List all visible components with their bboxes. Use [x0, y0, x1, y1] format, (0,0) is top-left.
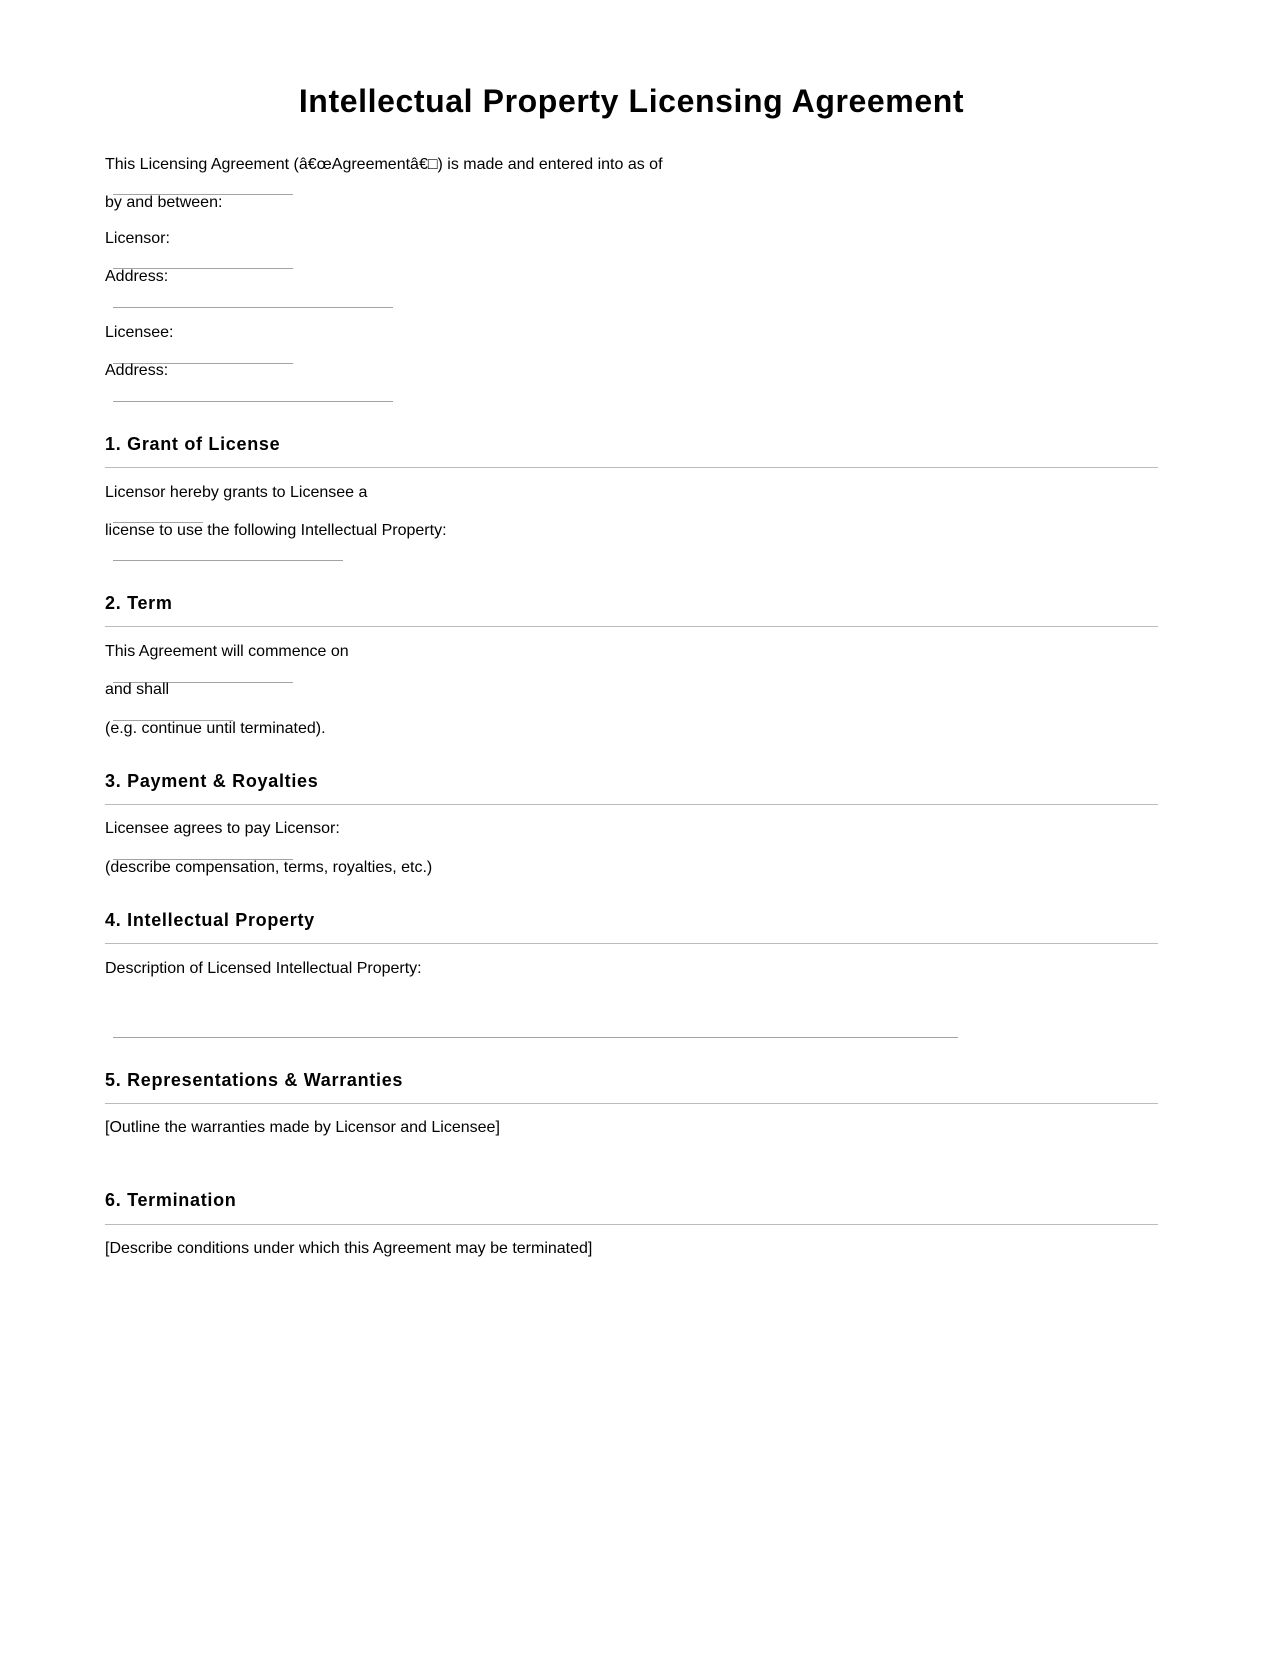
licensor-address-label: Address: — [105, 268, 169, 285]
section-heading-term: 2. Term — [105, 593, 173, 613]
term-text-2: and shall — [105, 681, 170, 698]
licensor-label: Licensor: — [105, 230, 170, 247]
section-heading-termination: 6. Termination — [105, 1190, 237, 1210]
section-heading-grant: 1. Grant of License — [105, 434, 281, 454]
licensee-address-label: Address: — [105, 362, 169, 379]
termination-text: [Describe conditions under which this Agreement may be terminated] — [105, 1240, 593, 1257]
payment-text: Licensee agrees to pay Licensor: — [105, 820, 340, 837]
section-heading-payment: 3. Payment & Royalties — [105, 771, 319, 791]
licensee-label: Licensee: — [105, 324, 174, 341]
grant-text-2: license to use the following Intellectual Property: — [105, 522, 447, 539]
section-divider — [105, 626, 1158, 627]
section-divider — [105, 1224, 1158, 1225]
licensee-address-input[interactable] — [113, 383, 393, 402]
section-divider — [105, 943, 1158, 944]
section-heading-ip: 4. Intellectual Property — [105, 910, 315, 930]
section-divider — [105, 804, 1158, 805]
term-hint-text: (e.g. continue until terminated). — [105, 720, 326, 737]
intellectual-property-input[interactable] — [113, 542, 343, 561]
warranties-text: [Outline the warranties made by Licensor and Licensee] — [105, 1119, 500, 1136]
section-heading-warranties: 5. Representations & Warranties — [105, 1070, 404, 1090]
section-divider — [105, 467, 1158, 468]
grant-text: Licensor hereby grants to Licensee a — [105, 484, 368, 501]
by-and-between-text: by and between: — [105, 194, 223, 211]
intro-text: This Licensing Agreement (â€œAgreementâ€□) is made and entered into as of — [105, 156, 663, 173]
section-divider — [105, 1103, 1158, 1104]
ip-description-label: Description of Licensed Intellectual Property: — [105, 960, 422, 977]
payment-hint-text: (describe compensation, terms, royalties, etc.) — [105, 859, 433, 876]
licensor-address-input[interactable] — [113, 289, 393, 308]
page-title: Intellectual Property Licensing Agreement — [298, 83, 965, 119]
ip-description-textarea[interactable] — [113, 977, 958, 1038]
term-text: This Agreement will commence on — [105, 643, 349, 660]
